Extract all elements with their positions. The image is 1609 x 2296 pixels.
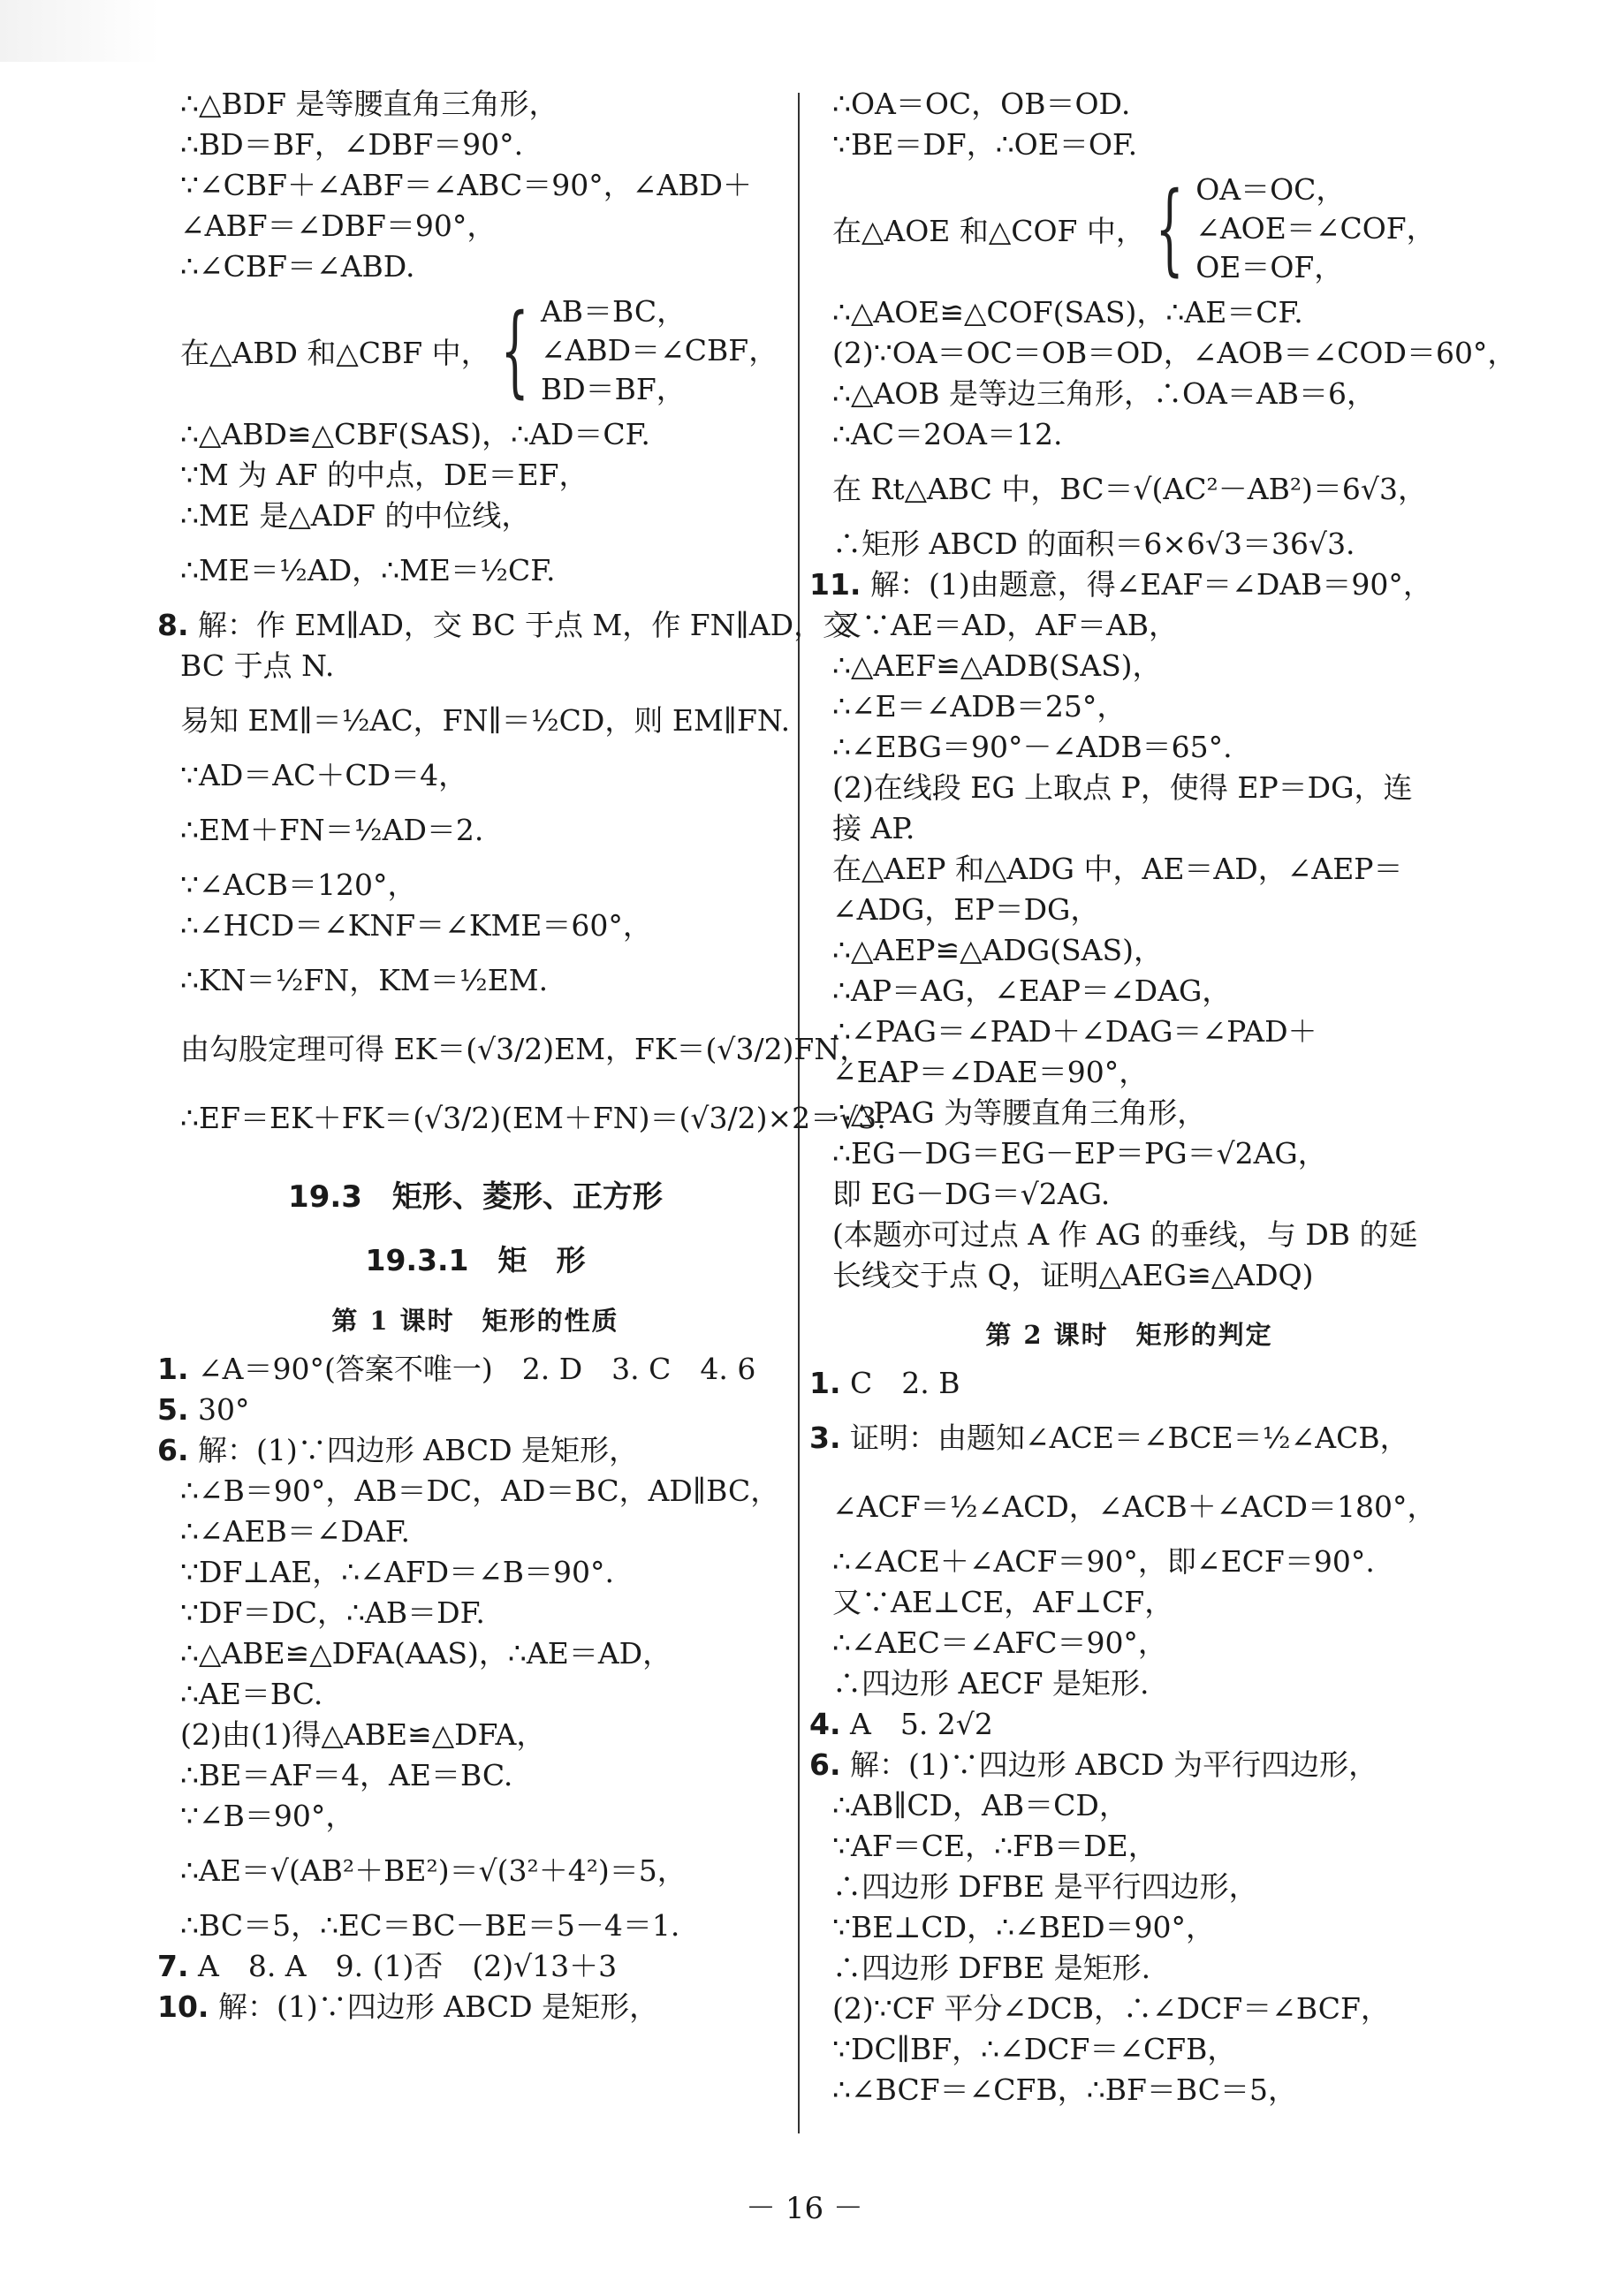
equation-line: OA＝OC， bbox=[1195, 172, 1346, 207]
solution-line bbox=[157, 1755, 793, 1796]
line-text: 证明：由题知∠ACE＝∠BCE＝½∠ACB， bbox=[850, 1421, 1409, 1455]
equation-line: ∠ABD＝∠CBF， bbox=[540, 333, 778, 368]
solution-line bbox=[809, 1133, 1449, 1174]
line-text: ∠ABF＝∠DBF＝90°， bbox=[180, 208, 497, 243]
question-number: 1. bbox=[809, 1366, 841, 1400]
line-text: 在△AEP 和△ADG 中，AE＝AD，∠AEP＝ bbox=[832, 852, 1403, 886]
solution-line bbox=[809, 971, 1449, 1012]
page-number: － 16 － bbox=[746, 2191, 863, 2226]
solution-line bbox=[157, 1471, 793, 1512]
solution-line bbox=[809, 1948, 1449, 1989]
line-text: ∴△ABE≌△DFA(AAS)，∴AE＝AD， bbox=[180, 1636, 672, 1671]
question-line bbox=[157, 605, 853, 646]
line-text: BC 于点 N. bbox=[180, 648, 335, 683]
solution-line bbox=[157, 755, 793, 796]
line-text: ∵∠CBF＋∠ABF＝∠ABC＝90°，∠ABD＋ bbox=[180, 168, 752, 202]
solution-line bbox=[809, 1093, 1449, 1133]
question-line bbox=[809, 1404, 1449, 1473]
line-text: ∴△AEF≌△ADB(SAS)， bbox=[832, 648, 1162, 683]
system-label: 在△ABD 和△CBF 中， bbox=[180, 335, 490, 370]
line-text: ∴四边形 DFBE 是平行四边形， bbox=[832, 1869, 1258, 1904]
line-text: ∵DF＝DC，∴AB＝DF. bbox=[180, 1595, 485, 1630]
scan-edge-artifact bbox=[0, 0, 159, 62]
line-text: ∴△AOB 是等边三角形，∴OA＝AB＝6， bbox=[832, 376, 1376, 411]
line-text: ∴∠AEB＝∠DAF. bbox=[180, 1514, 411, 1549]
line-text: 解：(1)由题意，得∠EAF＝∠DAB＝90°， bbox=[869, 567, 1432, 602]
line-text: 解：(1)∵四边形 ABCD 为平行四边形， bbox=[850, 1747, 1378, 1782]
line-text: ∴OA＝OC，OB＝OD. bbox=[832, 87, 1131, 121]
line-text: (2)在线段 EG 上取点 P，使得 EP＝DG，连 bbox=[832, 770, 1413, 805]
solution-line bbox=[809, 1012, 1449, 1052]
right-column bbox=[809, 84, 1517, 2110]
solution-line bbox=[157, 536, 793, 605]
solution-line bbox=[809, 455, 1449, 524]
question-number: 7. bbox=[157, 1949, 189, 1983]
solution-line bbox=[157, 496, 793, 536]
line-text: ∠ACF＝½∠ACD，∠ACB＋∠ACD＝180°， bbox=[832, 1489, 1437, 1524]
solution-line bbox=[809, 768, 1449, 808]
line-text: ∴矩形 ABCD 的面积＝6×6√3＝36√3. bbox=[832, 527, 1355, 561]
right-column-part-1 bbox=[809, 84, 1517, 1296]
line-text: ∴AP＝AG，∠EAP＝∠DAG， bbox=[832, 974, 1232, 1008]
question-line bbox=[809, 1363, 1449, 1404]
line-text: 长线交于点 Q，证明△AEG≌△ADQ) bbox=[832, 1258, 1314, 1292]
solution-line bbox=[809, 1215, 1449, 1255]
solution-line bbox=[809, 808, 1449, 849]
line-text: ∴AC＝2OA＝12. bbox=[832, 417, 1063, 451]
line-text: ∴四边形 DFBE 是矩形. bbox=[832, 1951, 1151, 1985]
solution-line bbox=[157, 1084, 886, 1153]
line-text: ∴EM＋FN＝½AD＝2. bbox=[180, 813, 484, 847]
question-line bbox=[157, 1430, 793, 1471]
solution-line bbox=[157, 646, 793, 686]
line-text: ∴∠AEC＝∠AFC＝90°， bbox=[832, 1625, 1167, 1660]
equation-line: BD＝BF， bbox=[540, 372, 686, 406]
line-text: ∴∠PAG＝∠PAD＋∠DAG＝∠PAD＋ bbox=[832, 1014, 1317, 1049]
line-text: ∴∠BCF＝∠CFB，∴BF＝BC＝5， bbox=[832, 2072, 1297, 2107]
solution-line bbox=[809, 1542, 1449, 1582]
line-text: A 8. A 9. (1)否 (2)√13＋3 bbox=[198, 1949, 618, 1983]
solution-line bbox=[809, 1907, 1449, 1948]
question-line bbox=[157, 1390, 793, 1430]
line-text: ∴BE＝AF＝4，AE＝BC. bbox=[180, 1758, 513, 1792]
line-text: ∠A＝90°(答案不唯一) 2. D 3. C 4. 6 bbox=[198, 1352, 756, 1386]
solution-line bbox=[157, 1906, 793, 1946]
line-text: ∴△PAG 为等腰直角三角形， bbox=[832, 1095, 1207, 1130]
line-text: 30° bbox=[198, 1392, 250, 1427]
solution-line bbox=[809, 125, 1449, 165]
system-of-equations bbox=[809, 170, 1449, 287]
left-column-part-2 bbox=[157, 1349, 793, 2027]
line-text: (本题亦可过点 A 作 AG 的垂线，与 DB 的延 bbox=[832, 1217, 1418, 1252]
solution-line bbox=[157, 1674, 793, 1715]
line-text: ∴△AEP≌△ADG(SAS)， bbox=[832, 933, 1163, 967]
line-text: ∵BE⊥CD，∴∠BED＝90°， bbox=[832, 1910, 1216, 1944]
solution-line bbox=[157, 206, 793, 246]
line-text: ∴∠EBG＝90°－∠ADB＝65°. bbox=[832, 730, 1233, 764]
solution-line bbox=[809, 524, 1449, 565]
solution-line bbox=[809, 930, 1449, 971]
solution-line bbox=[809, 1582, 1449, 1623]
solution-line bbox=[157, 906, 793, 946]
solution-line bbox=[809, 1052, 1449, 1093]
solution-line bbox=[809, 1867, 1449, 1907]
line-text: ∴△BDF 是等腰直角三角形， bbox=[180, 87, 558, 121]
solution-line bbox=[809, 1826, 1449, 1867]
solution-line bbox=[809, 686, 1449, 727]
line-text: 又∵AE⊥CE，AF⊥CF， bbox=[832, 1585, 1174, 1619]
line-text: ∴AE＝√(AB²＋BE²)＝√(3²＋4²)＝5， bbox=[180, 1853, 687, 1888]
solution-line bbox=[809, 2070, 1449, 2110]
solution-line bbox=[157, 1512, 793, 1552]
line-text: ∴∠HCD＝∠KNF＝∠KME＝60°， bbox=[180, 908, 652, 943]
right-column-part-2 bbox=[809, 1363, 1449, 2110]
solution-line bbox=[809, 1785, 1449, 1826]
line-text: ∴△ABD≌△CBF(SAS)，∴AD＝CF. bbox=[180, 417, 650, 451]
solution-line bbox=[809, 374, 1449, 414]
solution-line bbox=[157, 1015, 869, 1084]
solution-line bbox=[809, 414, 1449, 455]
question-number: 1. bbox=[157, 1352, 189, 1386]
question-line bbox=[809, 1704, 1449, 1745]
line-text: ∴∠ACE＋∠ACF＝90°，即∠ECF＝90°. bbox=[832, 1544, 1375, 1579]
solution-line bbox=[157, 1715, 793, 1755]
line-text: ∴∠CBF＝∠ABD. bbox=[180, 249, 415, 284]
line-text: ∠ADG，EP＝DG， bbox=[832, 892, 1100, 927]
line-text: 接 AP. bbox=[832, 811, 915, 845]
solution-line bbox=[157, 1837, 793, 1906]
solution-line bbox=[809, 333, 1517, 374]
equation-line: AB＝BC， bbox=[540, 294, 687, 329]
question-number: 11. bbox=[809, 567, 861, 602]
solution-line bbox=[809, 605, 1449, 646]
question-number: 5. bbox=[157, 1392, 189, 1427]
solution-line bbox=[157, 455, 793, 496]
solution-line bbox=[809, 890, 1449, 930]
line-text: 易知 EM∥＝½AC，FN∥＝½CD，则 EM∥FN. bbox=[180, 703, 791, 738]
line-text: ∠EAP＝∠DAE＝90°， bbox=[832, 1055, 1149, 1089]
section-heading: 19.3 矩形、菱形、正方形 bbox=[288, 1179, 663, 1215]
line-text: ∴四边形 AECF 是矩形. bbox=[832, 1666, 1150, 1701]
solution-line bbox=[157, 246, 793, 287]
question-line bbox=[157, 1987, 793, 2027]
line-text: ∵BE＝DF，∴OE＝OF. bbox=[832, 127, 1138, 162]
solution-line bbox=[809, 1473, 1449, 1542]
solution-line bbox=[157, 125, 793, 165]
subsection-heading: 19.3.1 矩 形 bbox=[365, 1243, 586, 1277]
line-text: ∴ME 是△ADF 的中位线， bbox=[180, 498, 531, 533]
solution-line bbox=[157, 686, 793, 755]
line-text: 又∵AE＝AD，AF＝AB， bbox=[832, 608, 1179, 642]
line-text: ∵∠B＝90°， bbox=[180, 1799, 355, 1833]
line-text: ∴AB∥CD，AB＝CD， bbox=[832, 1788, 1128, 1822]
question-number: 6. bbox=[157, 1433, 189, 1467]
question-line bbox=[809, 565, 1449, 605]
solution-line bbox=[157, 1593, 793, 1633]
question-number: 3. bbox=[809, 1421, 841, 1455]
solution-line bbox=[157, 414, 793, 455]
system-lines bbox=[541, 292, 778, 409]
line-text: ∵AF＝CE，∴FB＝DE， bbox=[832, 1829, 1157, 1863]
solution-line bbox=[809, 84, 1449, 125]
line-text: ∵DF⊥AE，∴∠AFD＝∠B＝90°. bbox=[180, 1555, 615, 1589]
line-text: ∵M 为 AF 的中点，DE＝EF， bbox=[180, 458, 588, 492]
solution-line bbox=[809, 292, 1449, 333]
line-text: ∴△AOE≌△COF(SAS)，∴AE＝CF. bbox=[832, 295, 1303, 330]
solution-line bbox=[809, 1255, 1449, 1296]
line-text: 由勾股定理可得 EK＝(√3/2)EM，FK＝(√3/2)FN， bbox=[180, 1032, 869, 1066]
line-text: ∴AE＝BC. bbox=[180, 1677, 323, 1711]
question-number: 4. bbox=[809, 1707, 841, 1741]
solution-line bbox=[809, 646, 1449, 686]
solution-line bbox=[157, 165, 793, 206]
line-text: (2)由(1)得△ABE≌△DFA， bbox=[180, 1717, 546, 1752]
line-text: 在 Rt△ABC 中，BC＝√(AC²－AB²)＝6√3， bbox=[832, 472, 1427, 506]
solution-line bbox=[157, 84, 793, 125]
solution-line bbox=[809, 727, 1449, 768]
solution-line bbox=[809, 1174, 1449, 1215]
system-label: 在△AOE 和△COF 中， bbox=[832, 213, 1145, 248]
line-text: C 2. B bbox=[850, 1366, 960, 1400]
line-text: ∵∠ACB＝120°， bbox=[180, 868, 417, 902]
question-number: 10. bbox=[157, 1989, 209, 2024]
question-line bbox=[157, 1349, 793, 1390]
solution-line bbox=[157, 1552, 793, 1593]
solution-line bbox=[157, 796, 793, 865]
line-text: (2)∵OA＝OC＝OB＝OD，∠AOB＝∠COD＝60°， bbox=[832, 336, 1517, 370]
question-line bbox=[809, 1745, 1449, 1785]
line-text: 解：(1)∵四边形 ABCD 是矩形， bbox=[198, 1433, 639, 1467]
solution-line bbox=[809, 1623, 1449, 1663]
solution-line bbox=[809, 1989, 1449, 2029]
equation-line: OE＝OF， bbox=[1195, 250, 1344, 284]
question-number: 6. bbox=[809, 1747, 841, 1782]
line-text: ∴BC＝5，∴EC＝BC－BE＝5－4＝1. bbox=[180, 1908, 680, 1943]
equation-line: ∠AOE＝∠COF， bbox=[1195, 211, 1436, 246]
solution-line bbox=[157, 865, 793, 906]
line-text: ∴KN＝½FN，KM＝½EM. bbox=[180, 963, 549, 997]
brace-symbol: { bbox=[500, 293, 529, 408]
lesson1-heading: 第 1 课时 矩形的性质 bbox=[331, 1306, 619, 1336]
solution-line bbox=[157, 946, 793, 1015]
line-text: ∵DC∥BF，∴∠DCF＝∠CFB， bbox=[832, 2032, 1237, 2066]
line-text: 即 EG－DG＝√2AG. bbox=[832, 1177, 1111, 1211]
line-text: (2)∵CF 平分∠DCB，∴∠DCF＝∠BCF， bbox=[832, 1991, 1390, 2026]
solution-line bbox=[809, 2029, 1449, 2070]
question-number: 8. bbox=[157, 608, 189, 642]
solution-line bbox=[157, 1796, 793, 1837]
lesson2-heading: 第 2 课时 矩形的判定 bbox=[985, 1320, 1273, 1350]
solution-line bbox=[157, 1633, 793, 1674]
brace-symbol: { bbox=[1155, 171, 1184, 286]
solution-line bbox=[809, 1663, 1449, 1704]
line-text: ∴EG－DG＝EG－EP＝PG＝√2AG， bbox=[832, 1136, 1327, 1171]
system-lines bbox=[1195, 170, 1435, 287]
line-text: ∴∠B＝90°，AB＝DC，AD＝BC，AD∥BC， bbox=[180, 1474, 780, 1508]
line-text: ∴∠E＝∠ADB＝25°， bbox=[832, 689, 1127, 724]
line-text: ∴EF＝EK＋FK＝(√3/2)(EM＋FN)＝(√3/2)×2＝√3. bbox=[180, 1101, 886, 1135]
line-text: ∴ME＝½AD，∴ME＝½CF. bbox=[180, 553, 556, 587]
question-line bbox=[157, 1946, 793, 1987]
line-text: A 5. 2√2 bbox=[850, 1707, 993, 1741]
line-text: ∵AD＝AC＋CD＝4， bbox=[180, 758, 468, 792]
solution-line bbox=[809, 849, 1449, 890]
line-text: 解：(1)∵四边形 ABCD 是矩形， bbox=[217, 1989, 659, 2024]
line-text: 解：作 EM∥AD，交 BC 于点 M，作 FN∥AD，交 bbox=[198, 608, 853, 642]
system-of-equations bbox=[157, 292, 793, 409]
line-text: ∴BD＝BF，∠DBF＝90°. bbox=[180, 127, 524, 162]
